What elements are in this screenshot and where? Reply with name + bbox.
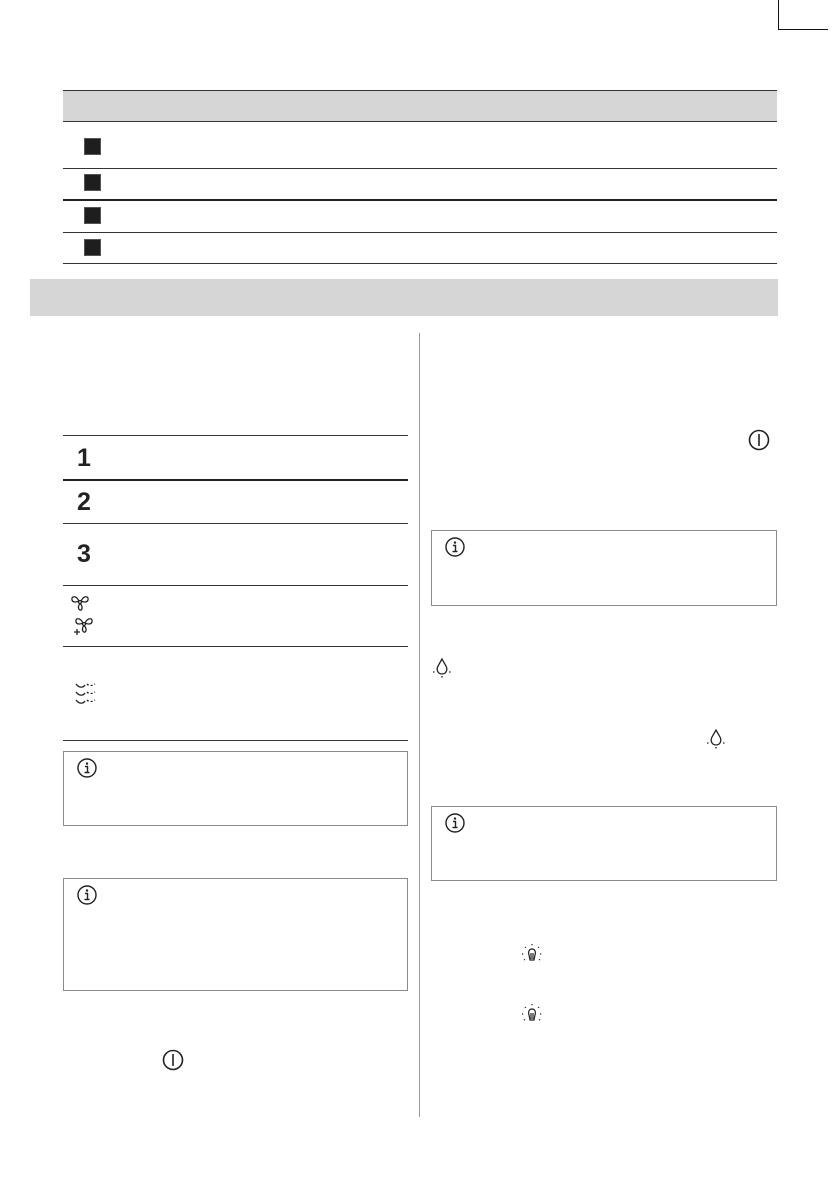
fan-plus-icon <box>70 615 96 639</box>
table-rule <box>63 523 408 524</box>
square-swatch-icon <box>84 138 101 155</box>
square-swatch-icon <box>84 207 101 224</box>
table-row <box>63 233 777 264</box>
table-row-label: 3 <box>77 540 91 568</box>
table-row <box>63 201 777 233</box>
info-icon <box>77 885 97 905</box>
light-bulb-icon <box>704 727 728 751</box>
fragrance-waves-icon <box>74 681 98 705</box>
table-rule <box>63 646 408 647</box>
column-divider <box>419 333 420 1117</box>
table-row-label: 1 <box>77 444 91 472</box>
table-row <box>63 122 777 169</box>
table-rule <box>63 740 408 741</box>
info-note <box>63 751 408 826</box>
table-row <box>63 169 777 201</box>
section-header-band <box>30 279 778 316</box>
crop-mark-horizontal <box>778 29 828 30</box>
info-note <box>63 878 408 991</box>
glowing-bulb-icon <box>520 1003 544 1027</box>
power-icon <box>161 1048 185 1072</box>
glowing-bulb-icon <box>520 943 544 967</box>
table-rule <box>63 585 408 586</box>
fan-icon <box>68 592 92 612</box>
info-icon <box>445 813 465 833</box>
top-table <box>63 90 777 264</box>
light-bulb-icon <box>430 656 454 680</box>
square-swatch-icon <box>84 174 101 191</box>
info-note <box>431 530 777 606</box>
info-icon <box>445 537 465 557</box>
table-row-label: 2 <box>77 488 91 516</box>
crop-mark-vertical <box>778 0 779 30</box>
table-rule <box>63 479 408 481</box>
top-table-header <box>63 90 777 122</box>
info-icon <box>77 758 97 778</box>
power-icon <box>747 428 771 452</box>
table-rule <box>63 435 408 436</box>
info-note <box>431 806 777 881</box>
square-swatch-icon <box>84 239 101 256</box>
